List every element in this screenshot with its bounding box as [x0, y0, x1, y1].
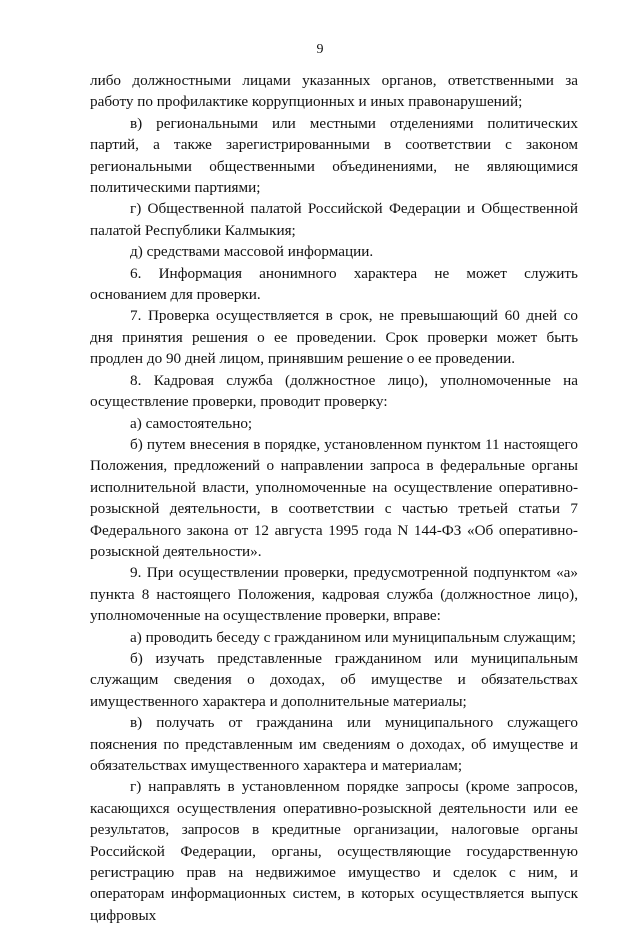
document-body	[90, 70, 578, 926]
paragraph: 8. Кадровая служба (должностное лицо), уполномоченные на осуществление проверки, проводит проверку:	[90, 371, 578, 411]
paragraph: либо должностными лицами указанных органов, ответственными за работу по профилактике коррупционных и иных правонарушений;	[90, 72, 578, 111]
paragraph: д) средствами массовой информации.	[130, 243, 374, 261]
paragraph: 6. Информация анонимного характера не может служить основанием для проверки.	[90, 264, 578, 304]
page-number: 9	[316, 42, 324, 57]
paragraph: а) проводить беседу с гражданином или муниципальным служащим;	[130, 628, 576, 646]
paragraph: 7. Проверка осуществляется в срок, не превышающий 60 дней со дня принятия решения о ее проведении. Срок проверки может быть продлен до 90 дней лицом, принявшим решение о ее проведении.	[90, 307, 578, 368]
paragraph: г) Общественной палатой Российской Федерации и Общественной палатой Республики Калмыкия;	[90, 200, 578, 239]
paragraph: в) получать от гражданина или муниципального служащего пояснения по представленным им сведениям о доходах, об имуществе и обязательствах имущественного характера и материалам;	[90, 714, 578, 774]
paragraph: б) путем внесения в порядке, установленном пунктом 11 настоящего Положения, предложений о направлении запроса в федеральные органы исполнительной власти, уполномоченные на осуществление оперативно-розыскной деятельности, в соответствии с частью третьей статьи 7 Федерального закона от 12 августа 1995 года N 144-ФЗ «Об оперативно-розыскной деятельности».	[90, 435, 578, 560]
paragraph: б) изучать представленные гражданином или муниципальным служащим сведения о доходах, об имуществе и обязательствах имущественного характера и дополнительные материалы;	[90, 649, 578, 710]
paragraph: а) самостоятельно;	[130, 414, 253, 432]
paragraph: в) региональными или местными отделениями политических партий, а также зарегистрированными в соответствии с законом региональными общественными объединениями, не являющимися политическими партиями;	[90, 114, 578, 197]
paragraph: г) направлять в установленном порядке запросы (кроме запросов, касающихся осуществления оперативно-розыскной деятельности или ее результатов, запросов в кредитные организации, налоговые органы Российской Федерации, органы, осуществляющие государственную регистрацию прав на недвижимое имущество и сделок с ним, и операторам информационных систем, в которых осуществляется выпуск цифровых	[90, 778, 578, 924]
paragraph: 9. При осуществлении проверки, предусмотренной подпунктом «а» пункта 8 настоящего Положения, кадровая служба (должностное лицо), уполномоченные на осуществление проверки, вправе:	[90, 564, 578, 625]
